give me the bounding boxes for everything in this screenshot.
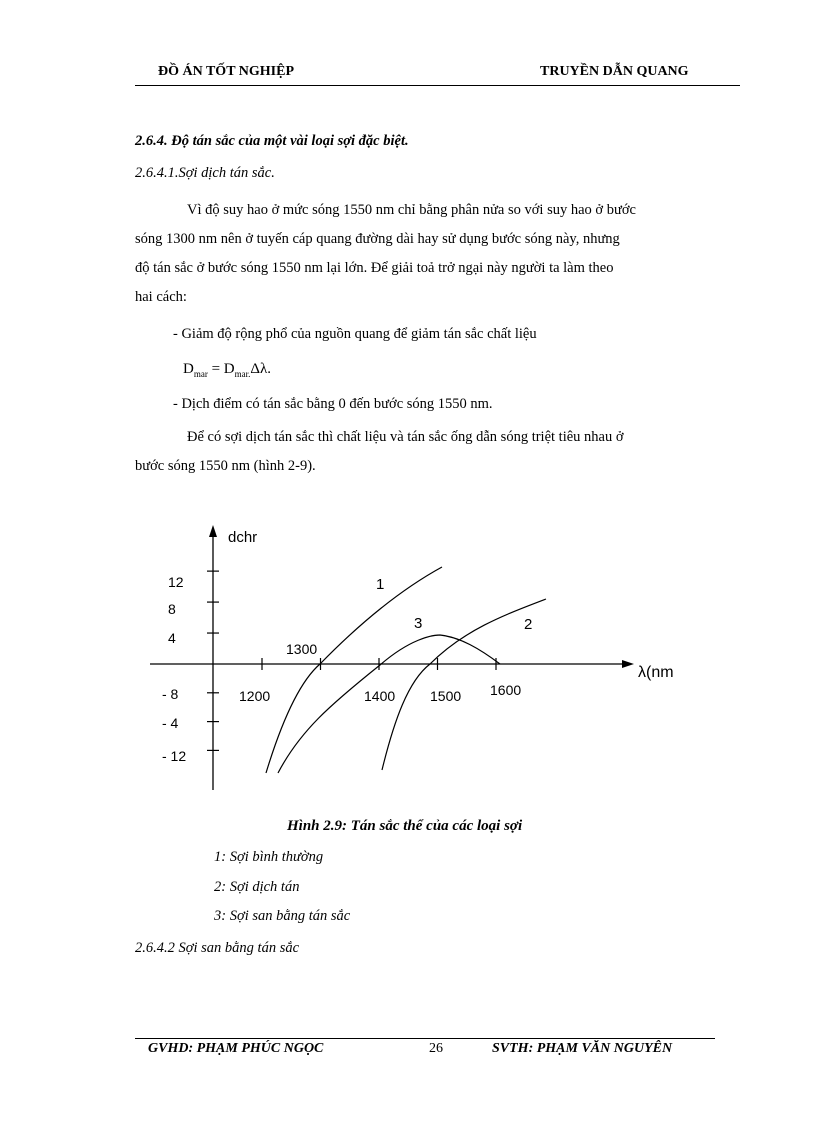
curve-label: 1 [376, 576, 385, 593]
footer-rule [135, 1038, 715, 1039]
x-axis-label: λ(nm [638, 664, 674, 681]
footer-right: SVTH: PHẠM VĂN NGUYÊN [492, 1041, 673, 1056]
formula-rhs: Δλ. [250, 361, 272, 377]
dispersion-chart [150, 515, 674, 800]
curve-label: 3 [414, 615, 423, 632]
y-tick-label: 4 [168, 630, 176, 646]
y-tick-label: - 12 [162, 748, 187, 764]
curve-2 [382, 599, 546, 770]
legend-item: 2: Sợi dịch tán [214, 879, 300, 895]
subsection-title-2: 2.6.4.2 Sợi san bằng tán sắc [135, 940, 300, 956]
formula-lhs-sub: mar [193, 369, 208, 379]
paragraph-2 [135, 423, 740, 481]
bullet-2: - Dịch điểm có tán sắc bằng 0 đến bước sóng 1550 nm. [173, 396, 493, 412]
y-axis-label: dchr [228, 529, 258, 546]
curves [266, 567, 546, 773]
formula-eq: = D [207, 361, 235, 377]
paragraph-2-line: Để có sợi dịch tán sắc thì chất liệu và tán sắc ống dẫn sóng triệt tiêu nhau ở [187, 429, 624, 445]
bullet-1: - Giảm độ rộng phổ của nguồn quang để giảm tán sắc chất liệu [173, 326, 537, 342]
legend-item: 1: Sợi bình thường [214, 849, 324, 865]
paragraph-1-line: Vì độ suy hao ở mức sóng 1550 nm chỉ bằng phân nửa so với suy hao ở bước [187, 202, 636, 218]
x-tick-label: 1300 [286, 641, 318, 657]
legend-item: 3: Sợi san bằng tán sắc [214, 908, 351, 924]
y-axis-arrow [209, 525, 217, 537]
paragraph-1-line: sóng 1300 nm nên ở tuyến cáp quang đường dài hay sử dụng bước sóng này, nhưng [135, 231, 620, 247]
formula [183, 355, 271, 389]
formula-rhs-sub: mar. [234, 369, 251, 379]
page-number: 26 [429, 1041, 443, 1056]
x-tick-label: 1600 [490, 682, 522, 698]
figure-caption: Hình 2.9: Tán sắc thể của các loại sợi [287, 818, 523, 834]
header-right: TRUYỀN DẪN QUANG [540, 64, 689, 79]
x-tick-label: 1200 [239, 688, 271, 704]
paragraph-1-line: hai cách: [135, 289, 187, 305]
x-axis-arrow [622, 660, 634, 668]
subsection-title-1: 2.6.4.1.Sợi dịch tán sắc. [135, 165, 275, 181]
header-left: ĐỒ ÁN TỐT NGHIỆP [158, 64, 295, 79]
curve-label: 2 [524, 616, 533, 633]
formula-lhs: D [183, 361, 194, 377]
curve-1 [266, 567, 442, 773]
x-tick-label: 1400 [364, 688, 396, 704]
footer-left: GVHD: PHẠM PHÚC NGỌC [148, 1041, 324, 1056]
section-title: 2.6.4. Độ tán sắc của một vài loại sợi đặc biệt. [135, 133, 409, 149]
header-rule [135, 85, 740, 86]
paragraph-1 [135, 196, 740, 312]
y-tick-label: - 8 [162, 686, 179, 702]
y-tick-label: - 4 [162, 715, 179, 731]
y-tick-label: 8 [168, 601, 176, 617]
paragraph-1-line: độ tán sắc ở bước sóng 1550 nm lại lớn. Để giải toả trở ngại này người ta làm theo [135, 260, 614, 276]
paragraph-2-line: bước sóng 1550 nm (hình 2-9). [135, 458, 316, 474]
axis-ticks [207, 571, 496, 750]
x-tick-label: 1500 [430, 688, 462, 704]
y-tick-label: 12 [168, 574, 184, 590]
